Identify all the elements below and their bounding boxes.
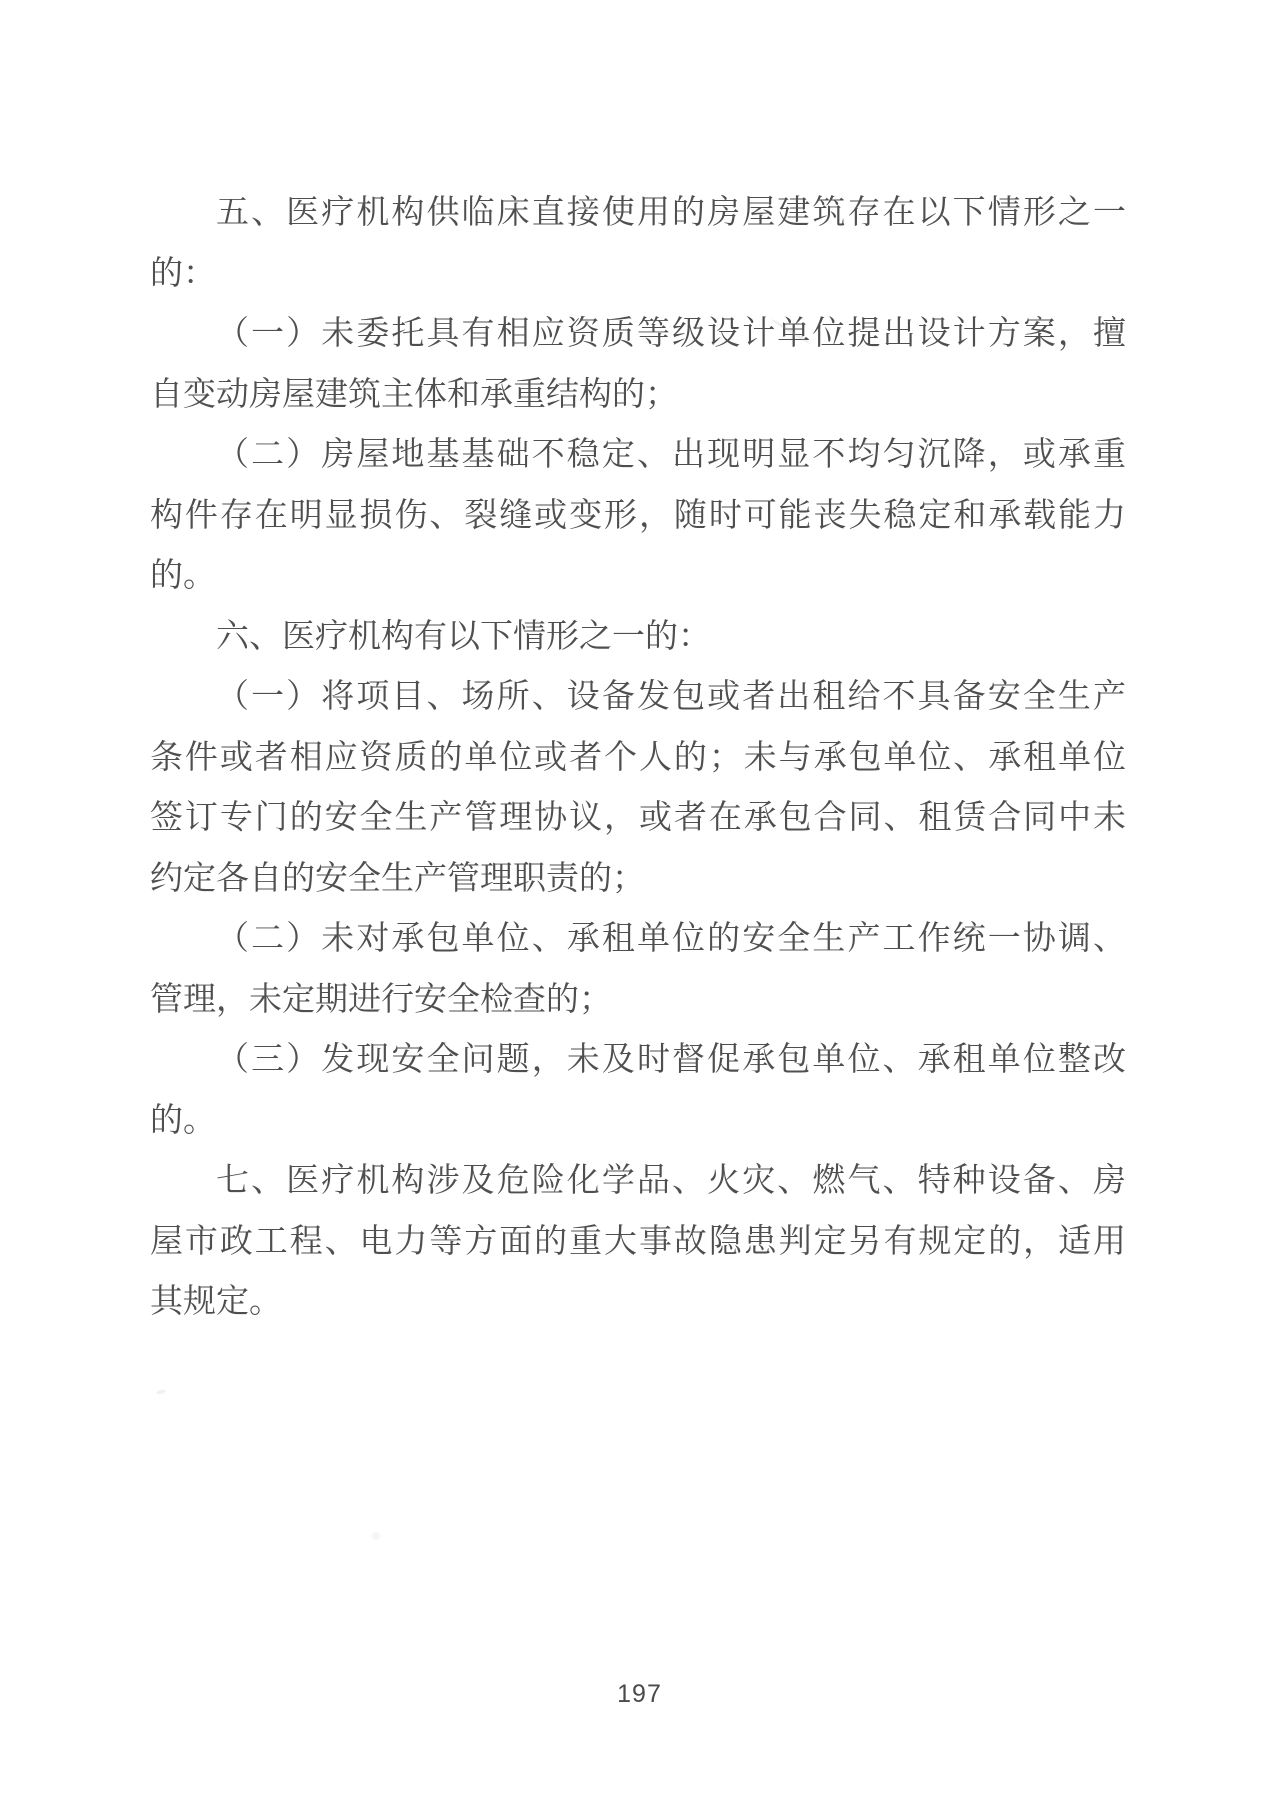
text-line: （一）未委托具有相应资质等级设计单位提出设计方案，擅 — [216, 316, 1126, 352]
text-line: 签订专门的安全生产管理协议，或者在承包合同、租赁合同中未 — [150, 800, 1126, 836]
text-line: （二）未对承包单位、承租单位的安全生产工作统一协调、 — [216, 921, 1126, 957]
text-line: 五、医疗机构供临床直接使用的房屋建筑存在以下情形之一 — [216, 195, 1126, 231]
text-line: （一）将项目、场所、设备发包或者出租给不具备安全生产 — [216, 679, 1126, 715]
text-line: 自变动房屋建筑主体和承重结构的； — [150, 376, 678, 413]
text-line: （二）房屋地基基础不稳定、出现明显不均匀沉降，或承重 — [216, 437, 1126, 473]
text-line: 六、医疗机构有以下情形之一的： — [216, 618, 711, 655]
scan-smudge — [156, 1389, 167, 1395]
scan-smudge — [372, 1532, 380, 1540]
document-body — [150, 183, 1126, 1333]
text-line: 条件或者相应资质的单位或者个人的；未与承包单位、承租单位 — [150, 739, 1126, 776]
text-line: 七、医疗机构涉及危险化学品、火灾、燃气、特种设备、房 — [216, 1163, 1126, 1199]
text-line: 管理，未定期进行安全检查的； — [150, 981, 612, 1018]
text-line: 其规定。 — [150, 1284, 282, 1320]
text-line: 的： — [150, 255, 216, 292]
page-number: 197 — [617, 1680, 662, 1708]
text-line: 的。 — [150, 558, 216, 594]
text-line: 构件存在明显损伤、裂缝或变形，随时可能丧失稳定和承载能力 — [150, 497, 1126, 534]
text-line: （三）发现安全问题，未及时督促承包单位、承租单位整改 — [216, 1042, 1126, 1078]
text-line: 的。 — [150, 1102, 216, 1139]
text-line: 约定各自的安全生产管理职责的； — [150, 860, 645, 897]
text-line: 屋市政工程、电力等方面的重大事故隐患判定另有规定的，适用 — [150, 1223, 1126, 1260]
